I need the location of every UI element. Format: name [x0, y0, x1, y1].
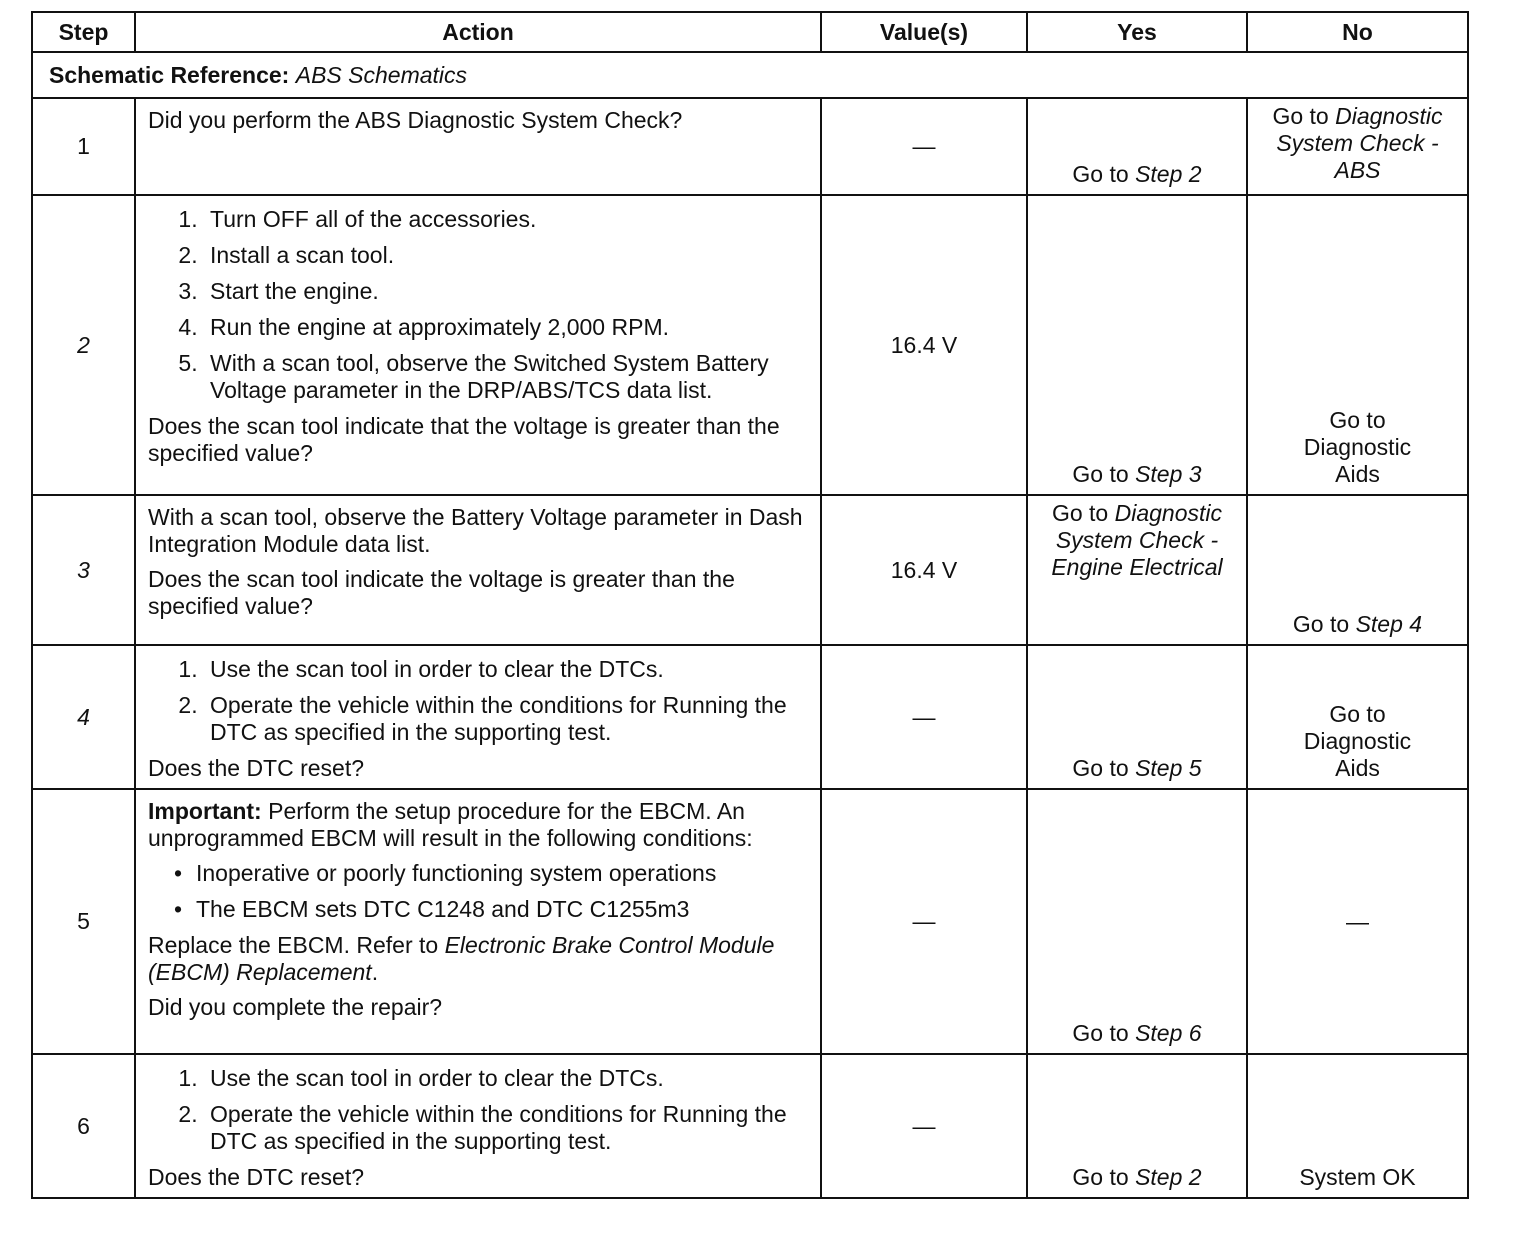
- header-step: Step: [32, 12, 135, 52]
- no-link[interactable]: [1248, 611, 1467, 638]
- no-cell: [1247, 1054, 1468, 1198]
- step-number: 3: [32, 495, 135, 645]
- table-row: [32, 789, 1468, 1054]
- action-steps-list: [148, 656, 810, 746]
- header-yes: Yes: [1027, 12, 1247, 52]
- action-cell: [135, 645, 821, 789]
- action-question: Did you complete the repair?: [148, 994, 443, 1020]
- diagnostic-table: [31, 11, 1469, 1199]
- yes-cell: [1027, 98, 1247, 195]
- no-link[interactable]: [1248, 103, 1467, 184]
- yes-prefix: Go to: [1072, 1164, 1136, 1190]
- schematic-reference: [32, 52, 1468, 98]
- action-question: Did you perform the ABS Diagnostic System Check?: [148, 107, 683, 133]
- list-item: 2. Operate the vehicle within the conditions for Running the DTC as specified in the supporting test.: [204, 692, 810, 746]
- value-cell: —: [821, 645, 1027, 789]
- header-values: Value(s): [821, 12, 1027, 52]
- action-cell: [135, 789, 821, 1054]
- yes-ref: Step 2: [1135, 161, 1202, 187]
- no-ref: Step 4: [1355, 611, 1423, 637]
- yes-cell: [1027, 645, 1247, 789]
- list-item: 3. Start the engine.: [204, 278, 810, 305]
- list-item: • Inoperative or poorly functioning system operations: [196, 860, 810, 887]
- replace-prefix: Replace the EBCM. Refer to: [148, 932, 445, 958]
- yes-cell: [1027, 195, 1247, 495]
- action-cell: [135, 195, 821, 495]
- yes-link[interactable]: [1028, 1020, 1246, 1047]
- yes-cell: [1027, 1054, 1247, 1198]
- no-link[interactable]: Go to Diagnostic Aids: [1303, 407, 1412, 487]
- step-number: 1: [32, 98, 135, 195]
- list-item: • The EBCM sets DTC C1248 and DTC C1255m3: [196, 896, 810, 923]
- action-cell: [135, 98, 821, 195]
- yes-link[interactable]: [1028, 500, 1246, 581]
- header-row: [32, 12, 1468, 52]
- no-cell: [1247, 495, 1468, 645]
- value-cell: 16.4 V: [821, 195, 1027, 495]
- no-cell: [1247, 98, 1468, 195]
- table-row: [32, 495, 1468, 645]
- no-prefix: Go to: [1292, 611, 1356, 637]
- action-cell: [135, 1054, 821, 1198]
- action-cell: [135, 495, 821, 645]
- step-number: 6: [32, 1054, 135, 1198]
- no-link[interactable]: Go to Diagnostic Aids: [1303, 701, 1412, 781]
- replace-ref-link[interactable]: Electronic Brake Control Module (EBCM) Replacement: [148, 932, 775, 985]
- table-row: [32, 195, 1468, 495]
- schematic-reference-row: [32, 52, 1468, 98]
- no-ref: Diagnostic System Check - ABS: [1276, 103, 1443, 183]
- important-note: [148, 798, 810, 852]
- list-item: 1. Turn OFF all of the accessories.: [204, 206, 810, 233]
- schematic-reference-link[interactable]: ABS Schematics: [295, 61, 468, 88]
- value-cell: —: [821, 789, 1027, 1054]
- list-item: 2. Operate the vehicle within the conditions for Running the DTC as specified in the supporting test.: [204, 1101, 810, 1155]
- yes-link[interactable]: [1028, 461, 1246, 488]
- table-row: [32, 98, 1468, 195]
- no-cell: [1247, 789, 1468, 1054]
- important-label: Important:: [148, 798, 262, 824]
- action-intro: With a scan tool, observe the Battery Voltage parameter in Dash Integration Module data list.: [148, 504, 803, 557]
- list-item: 1. Use the scan tool in order to clear the DTCs.: [204, 656, 810, 683]
- header-action: Action: [135, 12, 821, 52]
- action-steps-list: [148, 206, 810, 404]
- yes-ref: Diagnostic System Check - Engine Electrical: [1051, 500, 1223, 580]
- list-item: 2. Install a scan tool.: [204, 242, 810, 269]
- list-item: 1. Use the scan tool in order to clear the DTCs.: [204, 1065, 810, 1092]
- table-row: [32, 645, 1468, 789]
- action-question: Does the scan tool indicate that the voltage is greater than the specified value?: [148, 413, 780, 466]
- no-prefix: Go to: [1272, 103, 1336, 129]
- yes-cell: [1027, 495, 1247, 645]
- schematic-reference-label: Schematic Reference:: [49, 61, 290, 88]
- yes-prefix: Go to: [1051, 500, 1115, 526]
- yes-prefix: Go to: [1072, 1020, 1136, 1046]
- yes-link[interactable]: [1028, 1164, 1246, 1191]
- no-cell: [1247, 645, 1468, 789]
- yes-ref: Step 3: [1135, 461, 1202, 487]
- value-cell: —: [821, 1054, 1027, 1198]
- action-question: Does the scan tool indicate the voltage is greater than the specified value?: [148, 566, 735, 619]
- conditions-list: [148, 860, 810, 923]
- yes-link[interactable]: [1028, 161, 1246, 188]
- yes-prefix: Go to: [1072, 461, 1136, 487]
- yes-link[interactable]: [1028, 755, 1246, 782]
- list-item: 4. Run the engine at approximately 2,000 RPM.: [204, 314, 810, 341]
- no-result: System OK: [1299, 1164, 1416, 1190]
- step-number: 2: [32, 195, 135, 495]
- table-row: [32, 1054, 1468, 1198]
- step-number: 4: [32, 645, 135, 789]
- no-value: —: [1346, 908, 1369, 934]
- yes-ref: Step 6: [1135, 1020, 1202, 1046]
- yes-prefix: Go to: [1072, 755, 1136, 781]
- yes-ref: Step 5: [1135, 755, 1202, 781]
- action-steps-list: [148, 1065, 810, 1155]
- important-text: Perform the setup procedure for the EBCM. An unprogrammed EBCM will result in the following conditions:: [148, 798, 753, 851]
- value-cell: 16.4 V: [821, 495, 1027, 645]
- yes-ref: Step 2: [1135, 1164, 1202, 1190]
- header-no: No: [1247, 12, 1468, 52]
- yes-cell: [1027, 789, 1247, 1054]
- list-item: 5. With a scan tool, observe the Switched System Battery Voltage parameter in the DRP/ABS/TCS data list.: [204, 350, 810, 404]
- action-question: Does the DTC reset?: [148, 755, 365, 781]
- replace-suffix: .: [371, 959, 379, 985]
- step-number: 5: [32, 789, 135, 1054]
- no-cell: [1247, 195, 1468, 495]
- action-question: Does the DTC reset?: [148, 1164, 365, 1190]
- yes-prefix: Go to: [1072, 161, 1136, 187]
- value-cell: —: [821, 98, 1027, 195]
- replace-instruction: [148, 932, 810, 986]
